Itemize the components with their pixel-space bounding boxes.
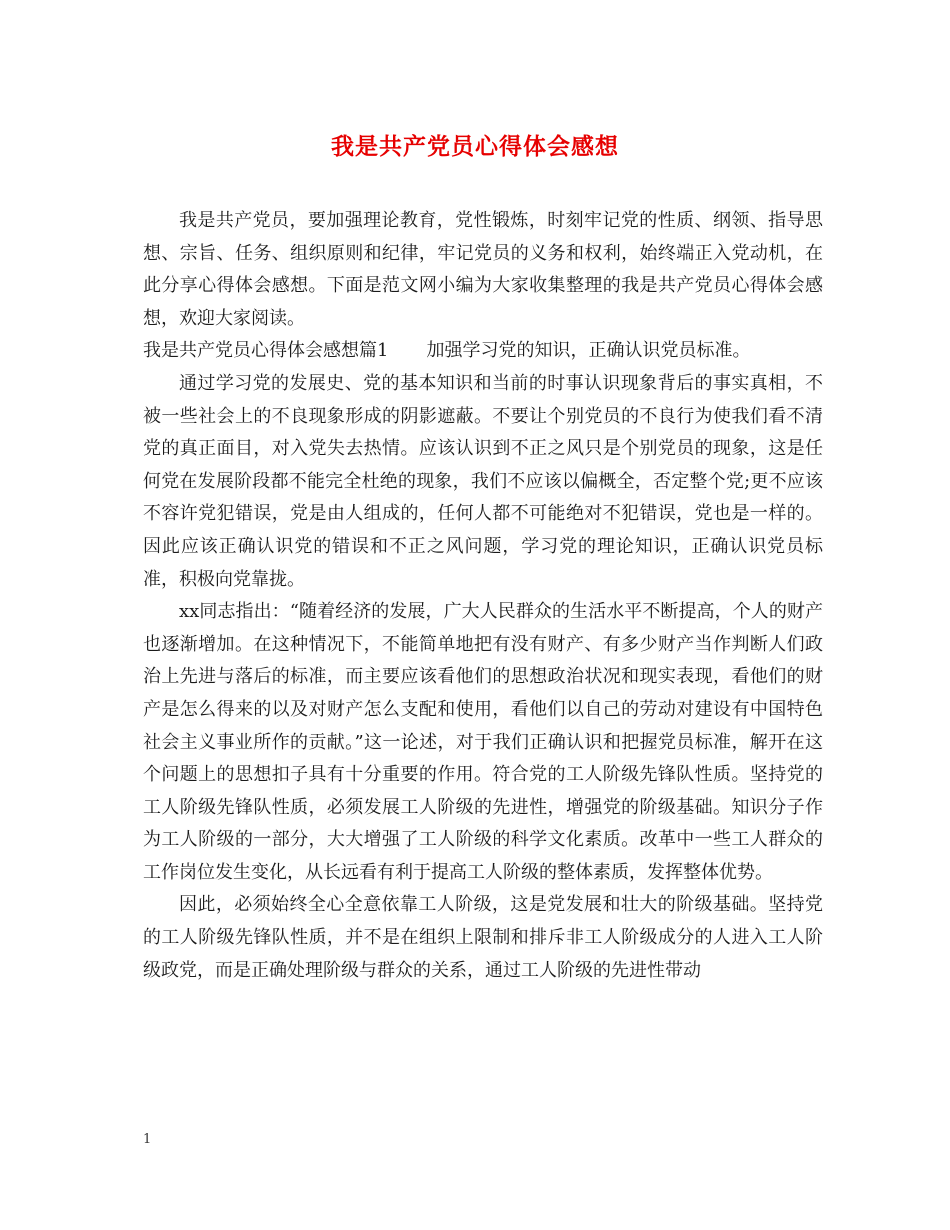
paragraph-body: xx同志指出：“随着经济的发展，广大人民群众的生活水平不断提高，个人的财产也逐渐增加。在这种情况下，不能简单地把有没有财产、有多少财产当作判断人们政治上先进与落后的标准，而主要应该看他们的思想政治状况和现实表现，看他们的财产是怎么得来的以及对财产怎么支配和使用，看他们以自己的劳动对建设有中国特色社会主义事业所作的贡献。”这一论述，对于我们正确认识和把握党员标准，解开在这个问题上的思想扣子具有十分重要的作用。符合党的工人阶级先锋队性质。坚持党的工人阶级先锋队性质，必须发展工人阶级的先进性，增强党的阶级基础。知识分子作为工人阶级的一部分，大大增强了工人阶级的科学文化素质。改革中一些工人群众的工作岗位发生变化，从长远看有利于提高工人阶级的整体素质，发挥整体优势。 [143,601,823,883]
paragraph-body: 因此，必须始终全心全意依靠工人阶级，这是党发展和壮大的阶级基础。坚持党的工人阶级先锋队性质，并不是在组织上限制和排斥非工人阶级成分的人进入工人阶级政党，而是正确处理阶级与群众的关系，通过工人阶级的先进性带动 [143,894,823,981]
section-heading-subtitle: 加强学习党的知识，正确认识党员标准。 [426,340,751,362]
paragraph-body: 通过学习党的发展史、党的基本知识和当前的时事认识现象背后的事实真相，不被一些社会上的不良现象形成的阴影遮蔽。不要让个别党员的不良行为使我们看不清党的真正面目，对入党失去热情。应该认识到不正之风只是个别党员的现象，这是任何党在发展阶段都不能完全杜绝的现象，我们不应该以偏概全，否定整个党;更不应该不容许党犯错误，党是由人组成的，任何人都不可能绝对不犯错误，党也是一样的。因此应该正确认识党的错误和不正之风问题，学习党的理论知识，正确认识党员标准，积极向党靠拢。 [143,372,823,590]
document-title: 我是共产党员心得体会感想 [331,133,619,160]
section-heading [143,335,823,368]
section-heading-title: 我是共产党员心得体会感想篇1 [143,340,389,362]
paragraph-intro: 我是共产党员，要加强理论教育，党性锻炼，时刻牢记党的性质、纲领、指导思想、宗旨、任务、组织原则和纪律，牢记党员的义务和权利，始终端正入党动机，在此分享心得体会感想。下面是范文网小编为大家收集整理的我是共产党员心得体会感想，欢迎大家阅读。 [143,210,823,329]
document-body [143,205,823,987]
page-number: 1 [143,1132,152,1147]
